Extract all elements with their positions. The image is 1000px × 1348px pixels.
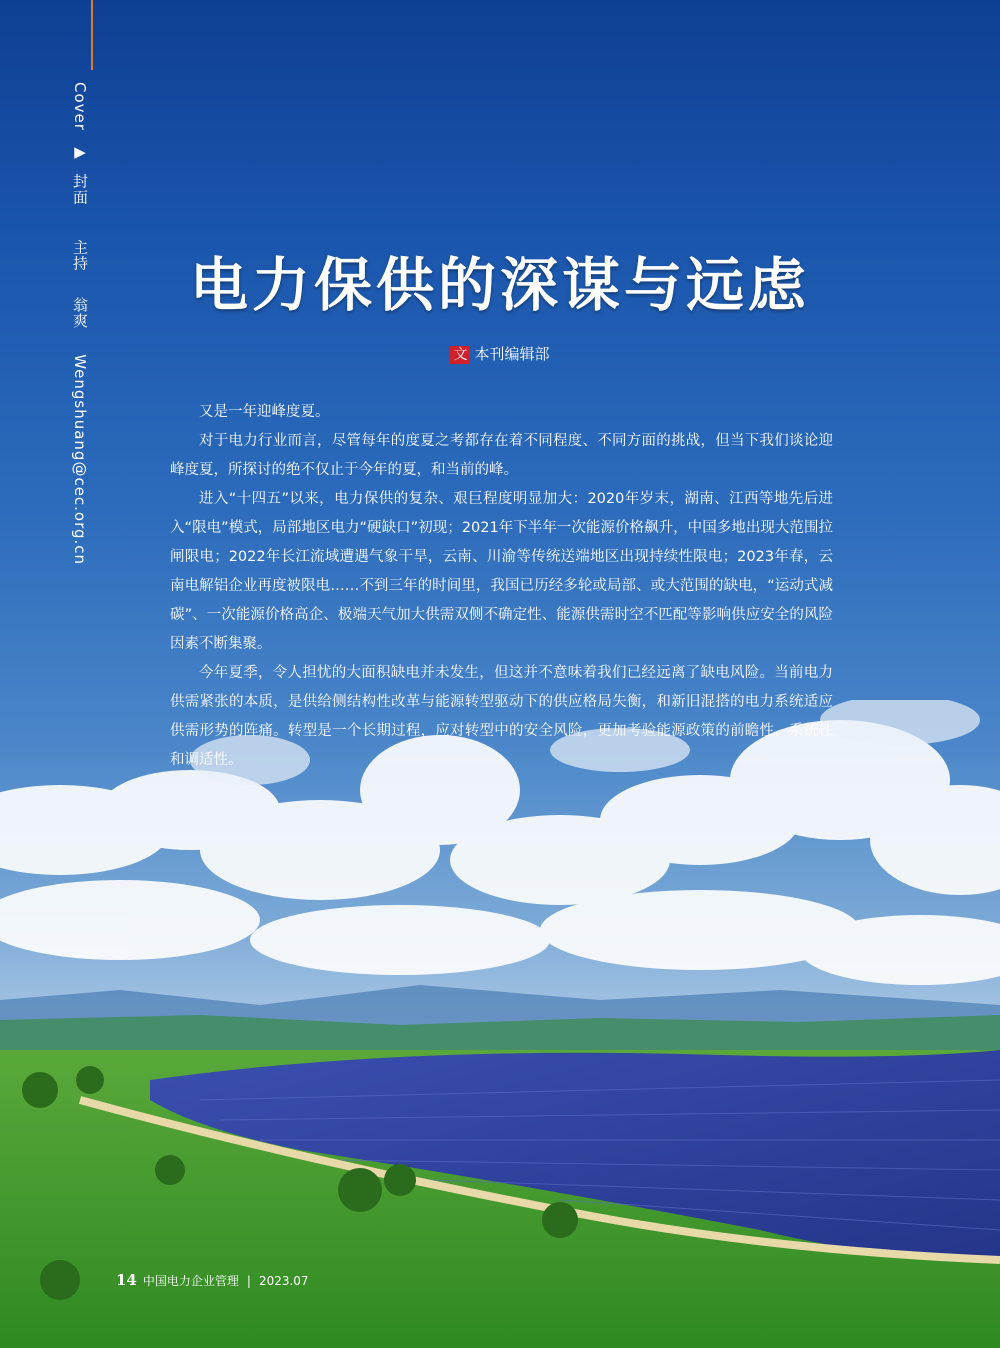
footer-separator: | <box>246 1274 251 1288</box>
section-label-en: Cover <box>71 82 89 131</box>
article-body <box>170 398 833 775</box>
host-label: 主持 <box>71 239 89 272</box>
magazine-name: 中国电力企业管理 <box>142 1274 239 1288</box>
section-sidebar <box>70 82 91 565</box>
byline-author: 本刊编辑部 <box>474 345 550 363</box>
paragraph: 对于电力行业而言，尽管每年的度夏之考都存在着不同程度、不同方面的挑战，但当下我们谈论迎峰度夏，所探讨的绝不仅止于今年的夏，和当前的峰。 <box>170 433 833 478</box>
issue-date: 2023.07 <box>258 1274 309 1288</box>
byline <box>0 343 1000 364</box>
page-footer <box>116 1271 309 1289</box>
section-label-cn: 封面 <box>71 173 89 206</box>
triangle-marker-icon: ▶ <box>71 142 89 162</box>
host-name: 翁爽 <box>71 296 89 329</box>
solar-farm-landscape <box>0 960 1000 1348</box>
accent-line <box>91 0 93 70</box>
paragraph: 又是一年迎峰度夏。 <box>199 404 330 420</box>
paragraph: 进入“十四五”以来，电力保供的复杂、艰巨程度明显加大：2020年岁末，湖南、江西等地先后进入“限电”模式，局部地区电力“硬缺口”初现；2021年下半年一次能源价格飙升，中国多地出现大范围拉闸限电；2022年长江流域遭遇气象干旱，云南、川渝等传统送端地区出现持续性限电；2023年春，云南电解铝企业再度被限电……不到三年的时间里，我国已历经多轮或局部、或大范围的缺电，“运动式减碳”、一次能源价格高企、极端天气加大供需双侧不确定性、能源供需时空不匹配等影响供应安全的风险因素不断集聚。 <box>170 491 833 652</box>
paragraph: 今年夏季，令人担忧的大面积缺电并未发生，但这并不意味着我们已经远离了缺电风险。当前电力供需紧张的本质，是供给侧结构性改革与能源转型驱动下的供应格局失衡，和新旧混搭的电力系统适应供需形势的阵痛。转型是一个长期过程，应对转型中的安全风险，更加考验能源政策的前瞻性、系统性和调适性。 <box>170 665 833 768</box>
byline-tag: 文 <box>450 346 470 364</box>
host-email: Wengshuang@cec.org.cn <box>71 354 89 566</box>
page-number: 14 <box>116 1271 137 1289</box>
article-title: 电力保供的深谋与远虑 <box>189 251 810 319</box>
